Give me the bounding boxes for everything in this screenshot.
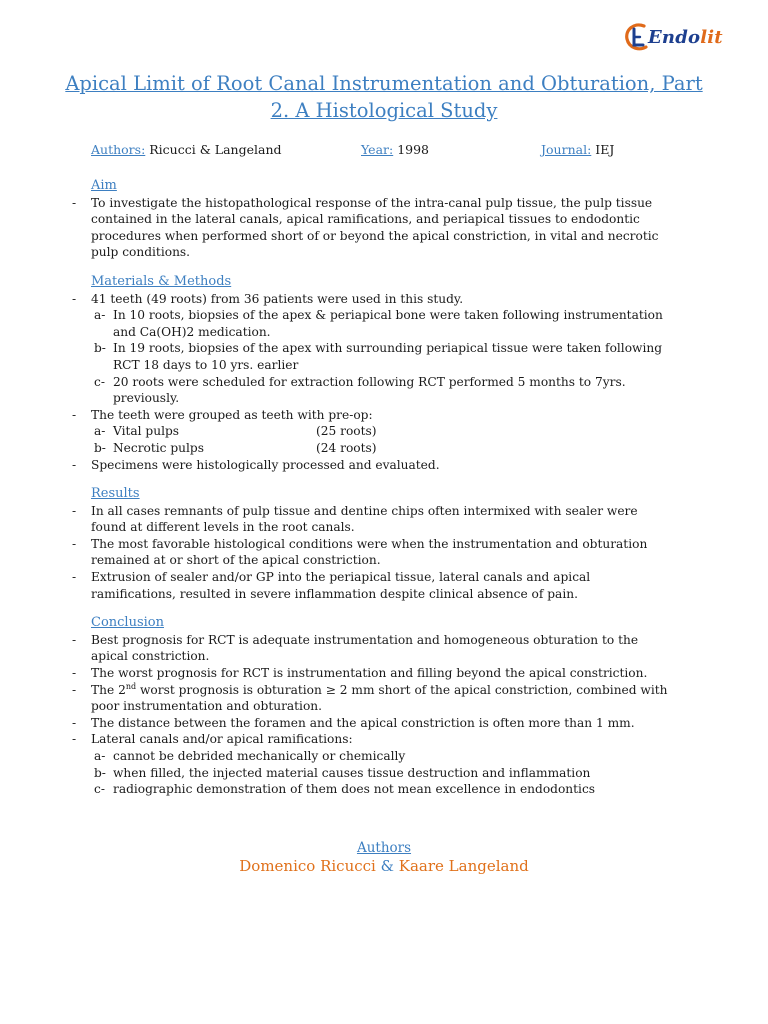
aim-heading: Aim xyxy=(91,178,117,193)
results-item xyxy=(72,536,672,569)
journal-value: IEJ xyxy=(595,142,615,157)
group-count: (24 roots) xyxy=(316,440,377,455)
subitem-marker: b- xyxy=(94,440,106,455)
conclusion-item3-prefix: The 2 xyxy=(91,682,126,697)
results-item xyxy=(72,569,672,602)
conclusion-item-text: The distance between the foramen and the apical constriction is often more than 1 mm. xyxy=(91,715,635,730)
meta-journal xyxy=(541,142,614,157)
aim-text: To investigate the histopathological response of the intra-canal pulp tissue, the pulp tissue contained in the lateral canals, apical ramifications, and periapical tissues to endodontic procedures when performed short of or beyond the apical constriction, in vital and necrotic pulp conditions. xyxy=(91,195,659,260)
conclusion-item xyxy=(72,731,672,748)
methods-item-text: 41 teeth (49 roots) from 36 patients were used in this study. xyxy=(91,291,464,306)
subitem-marker: c- xyxy=(94,374,105,389)
footer-author-names xyxy=(0,857,768,875)
author-name-1: Domenico Ricucci xyxy=(239,857,376,875)
subitem-text: radiographic demonstration of them does not mean excellence in endodontics xyxy=(113,782,596,797)
logo-text-accent: lit xyxy=(700,26,723,48)
footer-authors-heading: Authors xyxy=(356,840,412,856)
methods-heading: Materials & Methods xyxy=(91,273,232,289)
subitem-marker: a- xyxy=(94,308,106,323)
subitem-text: 20 roots were scheduled for extraction following RCT performed 5 months to 7yrs. previously. xyxy=(113,374,626,406)
conclusion-item-text: Best prognosis for RCT is adequate instrumentation and homogeneous obturation to the apical constriction. xyxy=(91,632,639,664)
conclusion-item-text: The worst prognosis for RCT is instrumentation and filling beyond the apical constriction. xyxy=(91,666,648,681)
group-name: Necrotic pulps xyxy=(113,440,204,455)
meta-authors xyxy=(91,142,282,157)
subitem-marker: a- xyxy=(94,749,106,763)
bullet-dash: - xyxy=(72,457,77,472)
subitem-text: cannot be debrided mechanically or chemically xyxy=(113,749,406,763)
bullet-dash: - xyxy=(72,503,77,518)
methods-item-text: The teeth were grouped as teeth with pre-op: xyxy=(91,407,373,422)
subitem-marker: b- xyxy=(94,765,106,780)
methods-subitem xyxy=(72,307,672,340)
subitem-text: In 19 roots, biopsies of the apex with surrounding periapical tissue were taken following RCT 18 days to 10 yrs. earlier xyxy=(113,341,663,372)
methods-item xyxy=(72,457,672,474)
subitem-text: when filled, the injected material causes tissue destruction and inflammation xyxy=(113,765,591,780)
bullet-dash: - xyxy=(72,715,77,730)
methods-subitem xyxy=(72,340,672,373)
conclusion-item xyxy=(72,715,672,732)
results-item-text: In all cases remnants of pulp tissue and dentine chips often intermixed with sealer were found at different levels in the root canals. xyxy=(91,503,638,535)
subitem-marker: a- xyxy=(94,424,106,439)
bullet-dash: - xyxy=(72,536,77,551)
year-value: 1998 xyxy=(397,142,429,157)
summary-content xyxy=(72,178,672,798)
methods-group-row xyxy=(72,440,672,457)
bullet-dash: - xyxy=(72,291,77,306)
results-item-text: The most favorable histological conditions were when the instrumentation and obturation remained at or short of the apical constriction. xyxy=(91,536,648,568)
meta-year xyxy=(361,142,429,157)
subitem-text: In 10 roots, biopsies of the apex & periapical bone were taken following instrumentation and Ca(OH)2 medication. xyxy=(113,308,663,339)
results-heading: Results xyxy=(91,486,140,502)
conclusion-item3-rest: worst prognosis is obturation ≥ 2 mm short of the apical constriction, combined with poor instrumentation and obturation. xyxy=(91,682,668,714)
methods-item xyxy=(72,407,672,424)
conclusion-subitem xyxy=(72,781,672,798)
methods-item xyxy=(72,291,672,308)
conclusion-item xyxy=(72,665,672,682)
logo-text xyxy=(648,27,723,48)
subitem-marker: b- xyxy=(94,341,106,356)
conclusion-heading: Conclusion xyxy=(91,615,164,631)
logo-emblem-icon xyxy=(622,20,652,54)
page-title: Apical Limit of Root Canal Instrumentation and Obturation, Part 2. A Histological Study xyxy=(65,72,703,122)
bullet-dash: - xyxy=(72,682,77,697)
group-count: (25 roots) xyxy=(316,424,377,439)
bullet-dash: - xyxy=(72,666,77,681)
author-separator: & xyxy=(380,857,394,875)
journal-label: Journal: xyxy=(541,142,592,157)
group-name: Vital pulps xyxy=(113,424,180,439)
aim-item xyxy=(72,195,672,261)
bullet-dash: - xyxy=(72,632,77,647)
results-item xyxy=(72,503,672,536)
results-item-text: Extrusion of sealer and/or GP into the periapical tissue, lateral canals and apical ramifications, resulted in severe inflammation despite clinical absence of pain. xyxy=(91,570,591,601)
authors-value: Ricucci & Langeland xyxy=(149,142,282,157)
year-label: Year: xyxy=(361,142,394,157)
bullet-dash: - xyxy=(72,732,77,747)
bullet-dash: - xyxy=(72,407,77,422)
subitem-marker: c- xyxy=(94,782,105,797)
conclusion-subitem xyxy=(72,765,672,782)
methods-subitem xyxy=(72,374,672,407)
methods-item-text: Specimens were histologically processed and evaluated. xyxy=(91,457,440,472)
bullet-dash: - xyxy=(72,195,77,210)
conclusion-item xyxy=(72,682,672,715)
endolit-logo xyxy=(622,20,723,54)
methods-group-row xyxy=(72,423,672,440)
authors-label: Authors: xyxy=(91,142,146,157)
conclusion-item-text: Lateral canals and/or apical ramifications: xyxy=(91,732,353,747)
conclusion-subitem xyxy=(72,748,672,765)
author-name-2: Kaare Langeland xyxy=(398,857,529,875)
conclusion-item-text xyxy=(91,683,668,714)
bullet-dash: - xyxy=(72,570,77,585)
ordinal-superscript: nd xyxy=(125,681,137,691)
conclusion-item xyxy=(72,632,672,665)
logo-text-primary: Endo xyxy=(648,26,701,48)
